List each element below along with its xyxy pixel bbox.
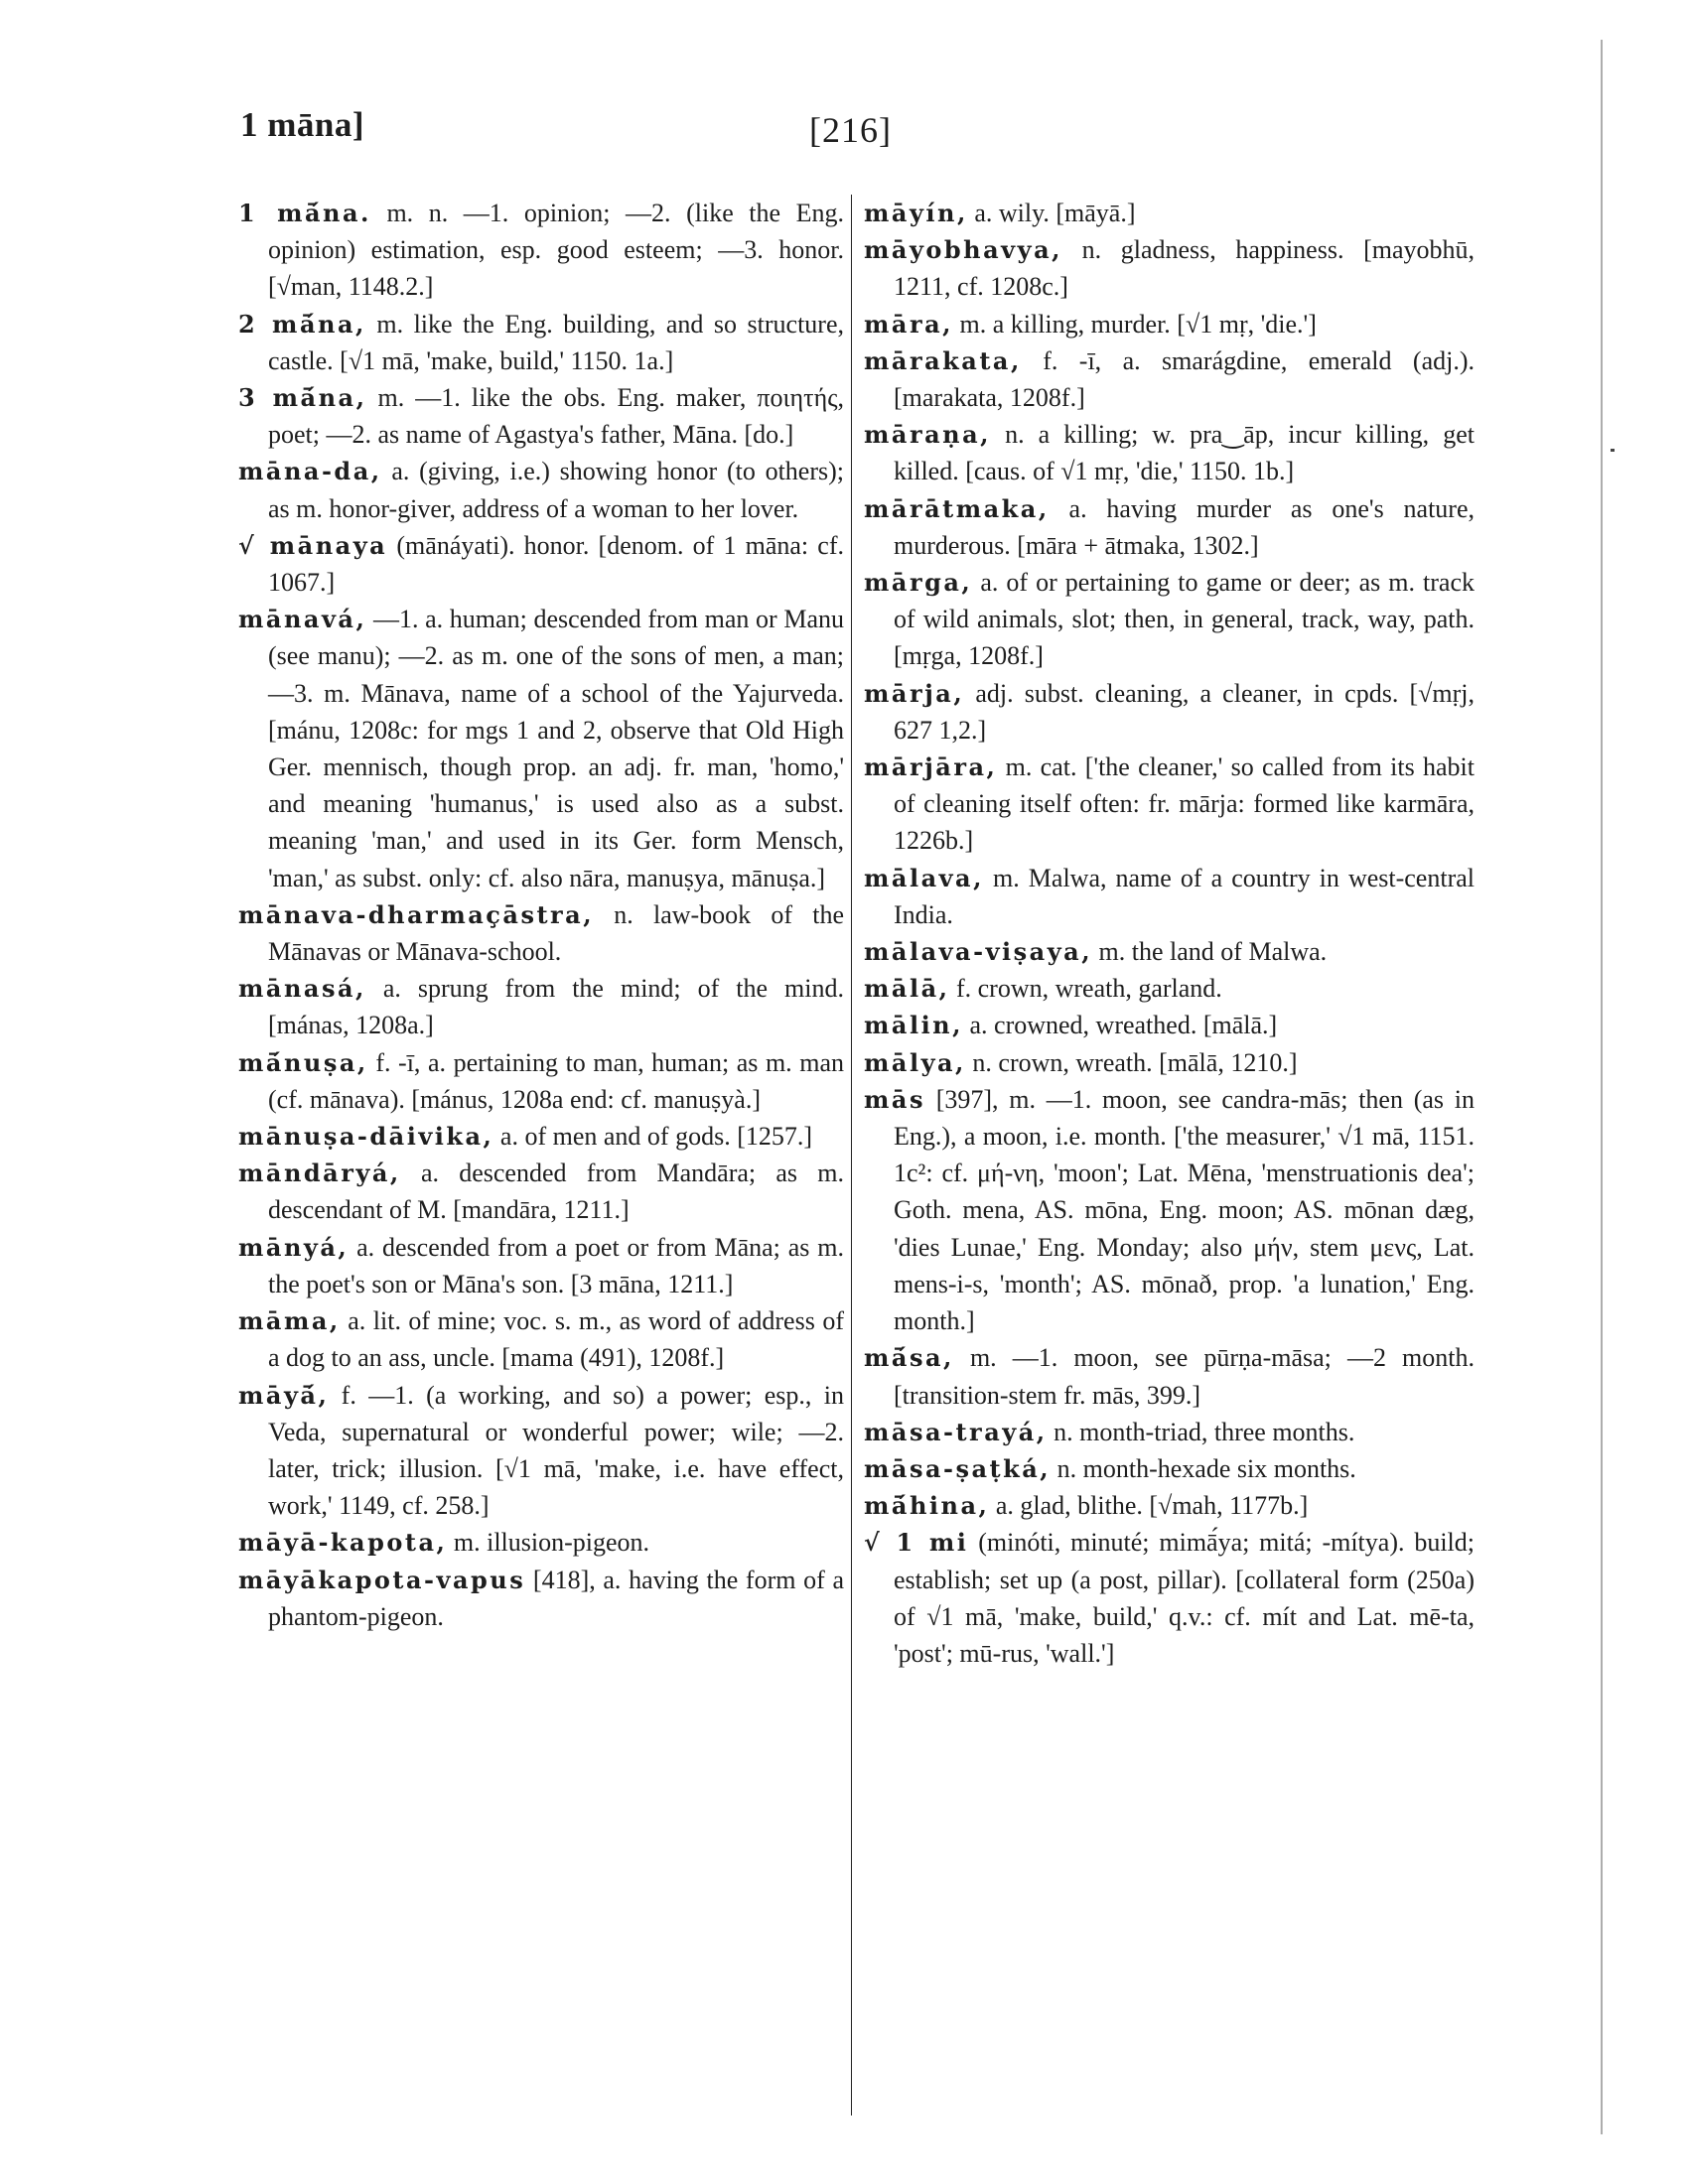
- entry-headword: māra,: [864, 309, 953, 339]
- entry-headword: 1 mā́na.: [238, 199, 371, 227]
- entry-definition: a. sprung from the mind; of the mind. [mánas, 1208a.]: [268, 974, 844, 1040]
- entry-headword: māsa-trayá,: [864, 1417, 1048, 1446]
- entry-definition: n. month-triad, three months.: [1047, 1417, 1355, 1446]
- entry-headword: mānava-dharmaçāstra,: [238, 899, 595, 929]
- entry-headword: 2 mā́na,: [238, 309, 366, 339]
- dictionary-entry: [238, 970, 844, 1043]
- entry-headword: mā́nuṣa,: [238, 1047, 368, 1077]
- entry-headword: mālava-viṣaya,: [864, 937, 1093, 967]
- entry-definition: a. having murder as one's nature, murderous. [māra + ātmaka, 1302.]: [894, 493, 1475, 560]
- entry-definition: m. —1. moon, see pūrṇa-māsa; —2 month. [transition-stem fr. mās, 399.]: [894, 1343, 1475, 1410]
- dictionary-entry: [238, 601, 844, 896]
- dictionary-entry: [238, 527, 844, 601]
- entry-headword: mānuṣa-dāivika,: [238, 1122, 494, 1152]
- page-number: [216]: [809, 110, 892, 150]
- entry-headword: mās: [864, 1084, 925, 1114]
- entry-headword: mānavá,: [238, 605, 367, 634]
- running-head: 1 māna]: [240, 105, 365, 144]
- entry-headword: √ 1 mi: [864, 1528, 969, 1558]
- entry-definition: a. descended from Mandāra; as m. descendant of M. [mandāra, 1211.]: [268, 1159, 844, 1225]
- dictionary-entry: [864, 1044, 1475, 1081]
- entry-definition: f. crown, wreath, garland.: [949, 974, 1222, 1004]
- dictionary-entry: [238, 1229, 844, 1302]
- edge-mark: [1611, 449, 1615, 452]
- dictionary-entry: [864, 1450, 1475, 1487]
- entry-definition: (minóti, minuté; mimā́ya; mitá; -mítya). build; establish; set up (a post, pillar). [collateral form (250a) of √1 mā, 'make, build,' q.v.: cf. mít and Lat. mē-ta, 'post'; mū-rus, 'wall.']: [894, 1528, 1475, 1668]
- dictionary-entry: [238, 306, 844, 379]
- entry-headword: māraṇa,: [864, 420, 991, 450]
- dictionary-entry: [864, 933, 1475, 970]
- entry-headword: māyobhavya,: [864, 235, 1062, 265]
- page-edge-line: [1601, 40, 1603, 2134]
- entry-definition: n. a killing; w. pra‿āp, incur killing, get killed. [caus. of √1 mṛ, 'die,' 1150. 1b.]: [894, 420, 1475, 486]
- dictionary-entry: [864, 342, 1475, 416]
- entry-headword: mārātmaka,: [864, 493, 1050, 523]
- dictionary-entry: [864, 970, 1475, 1007]
- entry-definition: n. law-book of the Mānavas or Mānava-school.: [268, 899, 844, 967]
- dictionary-entry: [864, 490, 1475, 564]
- dictionary-entry: [864, 860, 1475, 933]
- entry-headword: mā́sa,: [864, 1343, 954, 1373]
- dictionary-entry: [864, 749, 1475, 860]
- entry-definition: [397], m. —1. moon, see candra-mās; then (as in Eng.), a moon, i.e. month. ['the measurer,' √1 mā, 1151. 1c²: cf. μή-νη, 'moon'; Lat. Mēna, 'menstruationis dea'; Goth. mena, AS. mōna, Eng. moon; AS. mōnan dæg, 'dies Lunae,' Eng. Monday; also μήν, stem μενς, Lat. mens-i-s, 'month'; AS. mōnað, prop. 'a lunation,' Eng. month.]: [894, 1084, 1475, 1336]
- entry-definition: a. crowned, wreathed. [mālā.]: [962, 1011, 1278, 1040]
- right-column: [864, 195, 1475, 1672]
- entry-headword: mānyá,: [238, 1232, 350, 1262]
- entry-headword: māyā́,: [238, 1380, 330, 1410]
- entry-definition: a. of men and of gods. [1257.]: [493, 1122, 813, 1152]
- entry-headword: mārakata,: [864, 345, 1022, 375]
- entry-headword: 3 mā́na,: [238, 383, 367, 413]
- entry-definition: a. glad, blithe. [√mah, 1177b.]: [989, 1491, 1309, 1521]
- column-divider: [851, 195, 852, 2116]
- dictionary-entry: [864, 306, 1475, 342]
- left-column: [238, 195, 844, 1635]
- entry-headword: mālin,: [864, 1011, 963, 1040]
- entry-definition: a. descended from a poet or from Māna; as m. the poet's son or Māna's son. [3 māna, 1211.]: [268, 1232, 844, 1298]
- entry-headword: mālava,: [864, 863, 984, 892]
- entry-definition: m. the land of Malwa.: [1092, 937, 1328, 967]
- entry-headword: māndāryá,: [238, 1159, 401, 1188]
- entry-headword: māma,: [238, 1306, 341, 1336]
- entry-definition: a. (giving, i.e.) showing honor (to others); as m. honor-giver, address of a woman to her lover.: [268, 457, 844, 523]
- dictionary-entry: [864, 1081, 1475, 1339]
- dictionary-entry: [864, 231, 1475, 305]
- entry-definition: m. —1. like the obs. Eng. maker, ποιητής, poet; —2. as name of Agastya's father, Māna. [do.]: [268, 383, 844, 450]
- entry-headword: māyín,: [864, 199, 968, 227]
- entry-definition: f. -ī, a. pertaining to man, human; as m. man (cf. mānava). [mánus, 1208a end: cf. manuṣyà.]: [268, 1047, 844, 1114]
- dictionary-entry: [864, 1487, 1475, 1524]
- entry-headword: mānasá,: [238, 974, 366, 1004]
- entry-headword: mālya,: [864, 1047, 966, 1077]
- entry-headword: mā́hina,: [864, 1491, 990, 1521]
- dictionary-entry: [238, 1302, 844, 1376]
- entry-definition: f. -ī, a. smarágdine, emerald (adj.). [marakata, 1208f.]: [894, 345, 1475, 413]
- entry-definition: m. a killing, murder. [√1 mṛ, 'die.']: [953, 309, 1317, 339]
- dictionary-entry: [864, 195, 1475, 231]
- entry-definition: a. wily. [māyā.]: [967, 199, 1136, 227]
- entry-definition: —1. a. human; descended from man or Manu (see manu); —2. as m. one of the sons of men, a man; —3. m. Mānava, name of a school of the Yajurveda. [mánu, 1208c: for mgs 1 and 2, observe that Old High Ger. mennisch, though prop. an adj. fr. man, 'homo,' and meaning 'humanus,' is used also as a subst. meaning 'man,' and used in its Ger. form Mensch, 'man,' as subst. only: cf. also nāra, manuṣya, mānuṣa.]: [268, 605, 844, 892]
- entry-headword: māyākapota-vapus: [238, 1565, 526, 1594]
- dictionary-entry: [238, 1155, 844, 1228]
- entry-headword: mārjāra,: [864, 752, 998, 782]
- entry-headword: mārja,: [864, 678, 965, 708]
- dictionary-entry: [238, 1524, 844, 1561]
- dictionary-entry: [238, 1044, 844, 1118]
- entry-headword: √ mānaya: [238, 530, 388, 560]
- dictionary-entry: [864, 564, 1475, 675]
- entry-definition: f. —1. (a working, and so) a power; esp., in Veda, supernatural or wonderful power; wile; —2. later, trick; illusion. [√1 mā, 'make, i.e. have effect, work,' 1149, cf. 258.]: [268, 1380, 844, 1521]
- entry-definition: [418], a. having the form of a phantom-pigeon.: [268, 1565, 844, 1631]
- dictionary-entry: [864, 1524, 1475, 1672]
- dictionary-entry: [238, 896, 844, 970]
- entry-definition: m. illusion-pigeon.: [447, 1528, 650, 1558]
- dictionary-entry: [238, 1118, 844, 1155]
- dictionary-entry: [238, 1377, 844, 1525]
- entry-definition: n. month-hexade six months.: [1051, 1453, 1356, 1483]
- entry-definition: (mānáyati). honor. [denom. of 1 māna: cf. 1067.]: [268, 530, 844, 598]
- entry-headword: mārga,: [864, 568, 973, 598]
- entry-definition: m. cat. ['the cleaner,' so called from its habit of cleaning itself often: fr. mārja: formed like karmāra, 1226b.]: [894, 752, 1475, 856]
- entry-headword: māna-da,: [238, 457, 382, 486]
- entry-headword: mālā,: [864, 974, 950, 1004]
- entry-definition: m. like the Eng. building, and so structure, castle. [√1 mā, 'make, build,' 1150. 1a.]: [268, 309, 844, 375]
- dictionary-entry: [864, 416, 1475, 489]
- dictionary-entry: [238, 195, 844, 306]
- dictionary-entry: [864, 1007, 1475, 1043]
- entry-headword: māsa-ṣaṭká,: [864, 1453, 1052, 1483]
- entry-definition: m. n. —1. opinion; —2. (like the Eng. opinion) estimation, esp. good esteem; —3. honor. [√man, 1148.2.]: [268, 199, 844, 302]
- dictionary-entry: [238, 1562, 844, 1635]
- dictionary-entry: [864, 1414, 1475, 1450]
- entry-definition: n. crown, wreath. [mālā, 1210.]: [965, 1047, 1298, 1077]
- dictionary-entry: [864, 1339, 1475, 1413]
- dictionary-entry: [864, 675, 1475, 749]
- entry-definition: adj. subst. cleaning, a cleaner, in cpds. [√mṛj, 627 1,2.]: [894, 678, 1475, 745]
- dictionary-entry: [238, 453, 844, 526]
- entry-definition: a. of or pertaining to game or deer; as m. track of wild animals, slot; then, in general, track, way, path. [mṛga, 1208f.]: [894, 568, 1475, 671]
- entry-definition: n. gladness, happiness. [mayobhū, 1211, cf. 1208c.]: [894, 235, 1475, 302]
- dictionary-entry: [238, 379, 844, 453]
- entry-definition: m. Malwa, name of a country in west-central India.: [894, 863, 1475, 929]
- entry-headword: māyā-kapota,: [238, 1528, 448, 1558]
- entry-definition: a. lit. of mine; voc. s. m., as word of address of a dog to an ass, uncle. [mama (491), 1208f.]: [268, 1306, 844, 1373]
